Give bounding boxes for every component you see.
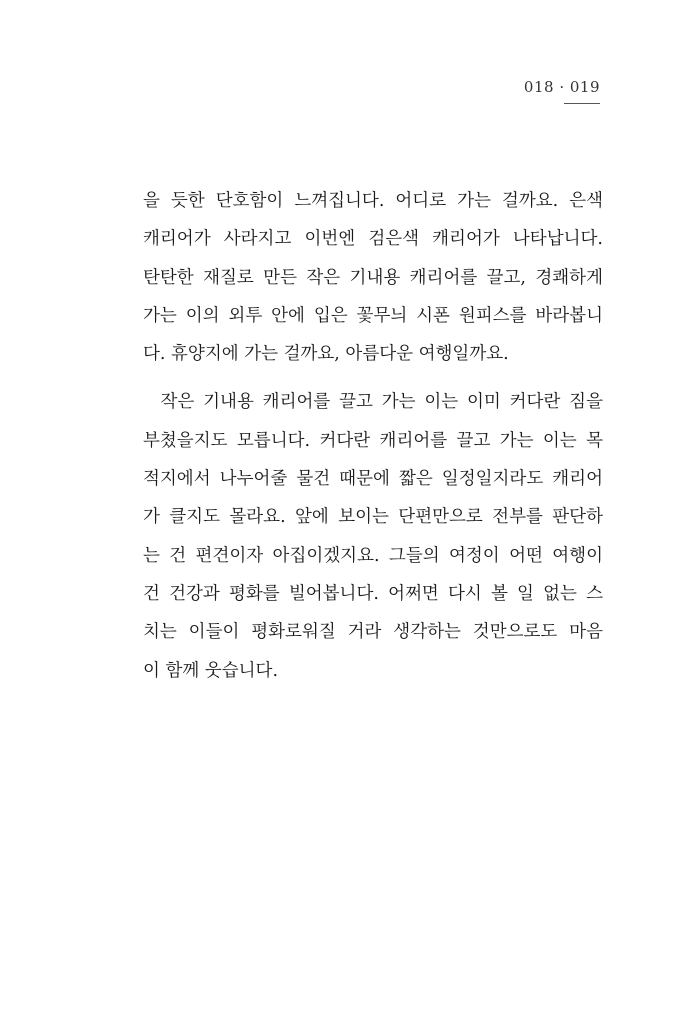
text-line: 치는 이들이 평화로워질 거라 생각하는 것만으로도 마음 <box>143 622 603 643</box>
text-line: 이 함께 웃습니다. <box>143 660 279 681</box>
paragraph-1 <box>143 182 603 373</box>
page-number-underline <box>564 103 600 104</box>
text-line: 을 듯한 단호함이 느껴집니다. 어디로 가는 걸까요. 은색 <box>143 191 603 211</box>
text-line: 캐리어가 사라지고 이번엔 검은색 캐리어가 나타납니다. <box>143 229 603 250</box>
text-line: 가 클지도 몰라요. 앞에 보이는 단편만으로 전부를 판단하 <box>143 507 603 528</box>
text-line: 작은 기내용 캐리어를 끌고 가는 이는 이미 커다란 짐을 <box>160 392 603 413</box>
text-line: 는 건 편견이자 아집이겠지요. 그들의 여정이 어떤 여행이 <box>143 545 603 566</box>
text-line: 부쳤을지도 모릅니다. 커다란 캐리어를 끌고 가는 이는 목 <box>143 430 603 451</box>
text-line: 가는 이의 외투 안에 입은 꽃무늬 시폰 원피스를 바라봅니 <box>143 305 603 326</box>
page-number: 018 · 019 <box>523 78 600 96</box>
paragraph-2 <box>143 383 603 689</box>
text-line: 다. 휴양지에 가는 걸까요, 아름다운 여행일까요. <box>143 344 509 365</box>
body-text <box>143 182 603 690</box>
text-line: 탄탄한 재질로 만든 작은 기내용 캐리어를 끌고, 경쾌하게 <box>143 267 603 288</box>
text-line: 적지에서 나누어줄 물건 때문에 짧은 일정일지라도 캐리어 <box>143 469 603 490</box>
text-line: 건 건강과 평화를 빌어봅니다. 어쩌면 다시 볼 일 없는 스 <box>143 583 603 604</box>
